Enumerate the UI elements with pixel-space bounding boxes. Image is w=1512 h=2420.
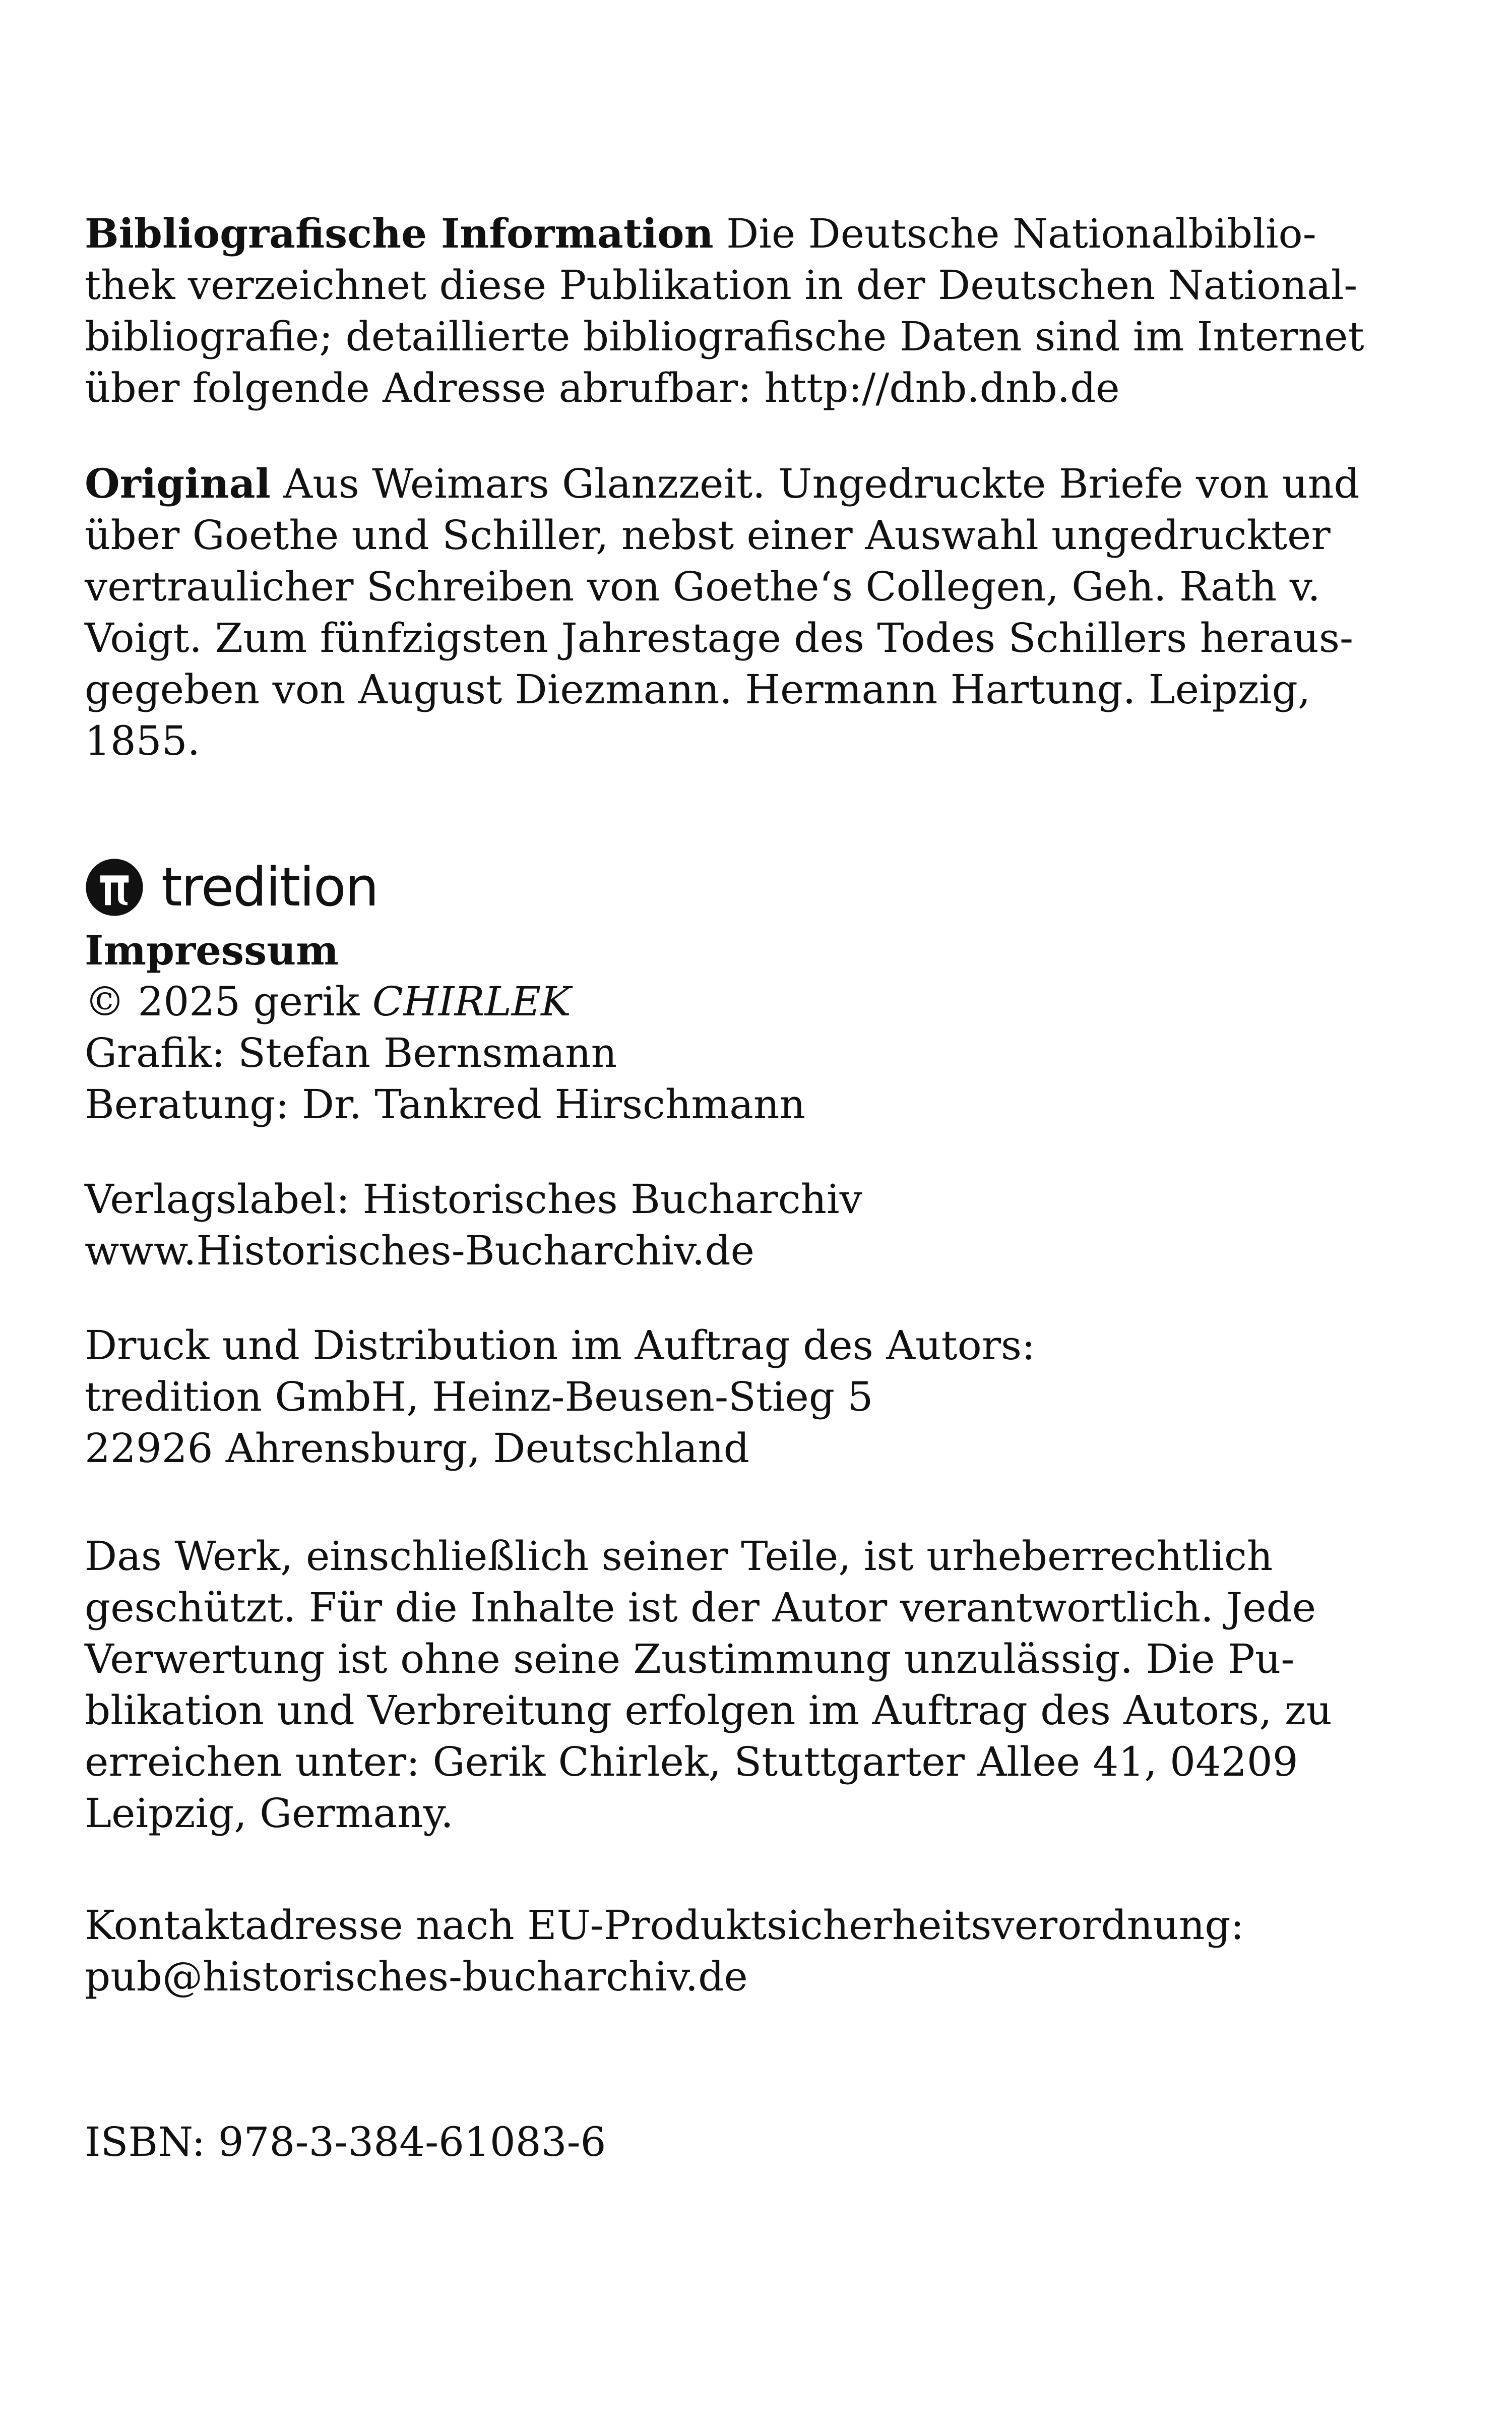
isbn-number: ISBN: 978-3-384-61083-6 xyxy=(85,2119,606,2165)
original-heading: Original xyxy=(85,460,271,507)
copyright-notice-line: blikation und Verbreitung erfolgen im Auftrag des Autors, zu xyxy=(85,1687,1332,1734)
original-text: über Goethe und Schiller, nebst einer Auswahl ungedruckter xyxy=(85,512,1331,559)
original-text: vertraulicher Schreiben von Goethe‘s Collegen, Geh. Rath v. xyxy=(85,563,1320,610)
publisher-website: www.Historisches-Bucharchiv.de xyxy=(85,1227,754,1274)
copyright-notice-line: Verwertung ist ohne seine Zustimmung unzulässig. Die Pu- xyxy=(85,1636,1295,1682)
original-edition xyxy=(85,458,1360,767)
bibliographic-information xyxy=(85,208,1364,414)
bibliographic-text: bibliografie; detaillierte bibliografische Daten sind im Internet xyxy=(85,313,1364,360)
copyright-line xyxy=(85,976,1355,1027)
tredition-wordmark: tredition xyxy=(161,856,378,918)
copyright-notice-line: geschützt. Für die Inhalte ist der Autor verantwortlich. Jede xyxy=(85,1584,1316,1631)
tredition-logo-icon xyxy=(85,858,144,917)
printer-street-address: tredition GmbH, Heinz-Beusen-Stieg 5 xyxy=(85,1373,873,1420)
bibliographic-line-1 xyxy=(85,208,1355,260)
publisher-label-section xyxy=(85,1174,1355,1277)
impressum-section xyxy=(85,925,1355,1130)
graphics-credit: Grafik: Stefan Bernsmann xyxy=(85,1030,617,1076)
original-line-1 xyxy=(85,458,1360,510)
publisher-logo xyxy=(85,852,1355,923)
original-text: Voigt. Zum fünfzigsten Jahrestage des Todes Schillers heraus- xyxy=(85,615,1354,661)
copyright-notice-line: Leipzig, Germany. xyxy=(85,1790,454,1837)
copyright-notice-line: Das Werk, einschließlich seiner Teile, ist urheberrechtlich xyxy=(85,1533,1273,1580)
printer-city-address: 22926 Ahrensburg, Deutschland xyxy=(85,1425,749,1472)
contact-section xyxy=(85,1900,1355,2003)
isbn-section xyxy=(85,2116,1355,2168)
bibliographic-text: Die Deutsche Nationalbiblio- xyxy=(726,210,1316,257)
copyright-notice xyxy=(85,1531,1355,1839)
printing-distribution-section xyxy=(85,1320,1355,1474)
publisher-label: Verlagslabel: Historisches Bucharchiv xyxy=(85,1176,862,1223)
bibliographic-text: über folgende Adresse abrufbar: http://dnb.dnb.de xyxy=(85,365,1120,411)
author-surname: CHIRLEK xyxy=(372,978,571,1025)
contact-email: pub@historisches-bucharchiv.de xyxy=(85,1953,748,2000)
original-text: 1855. xyxy=(85,717,201,764)
original-text: gegeben von August Diezmann. Hermann Hartung. Leipzig, xyxy=(85,666,1311,713)
original-text: Aus Weimars Glanzzeit. Ungedruckte Briefe von und xyxy=(283,460,1360,507)
bibliographic-heading: Bibliografische Information xyxy=(85,210,714,257)
copyright-text: © 2025 gerik xyxy=(85,978,360,1025)
contact-heading: Kontaktadresse nach EU-Produktsicherheitsverordnung: xyxy=(85,1902,1244,1949)
consulting-credit: Beratung: Dr. Tankred Hirschmann xyxy=(85,1081,805,1128)
printing-heading: Druck und Distribution im Auftrag des Autors: xyxy=(85,1322,1036,1369)
copyright-notice-line: erreichen unter: Gerik Chirlek, Stuttgarter Allee 41, 04209 xyxy=(85,1738,1298,1785)
bibliographic-text: thek verzeichnet diese Publikation in der Deutschen National- xyxy=(85,262,1358,309)
impressum-title: Impressum xyxy=(85,927,339,974)
